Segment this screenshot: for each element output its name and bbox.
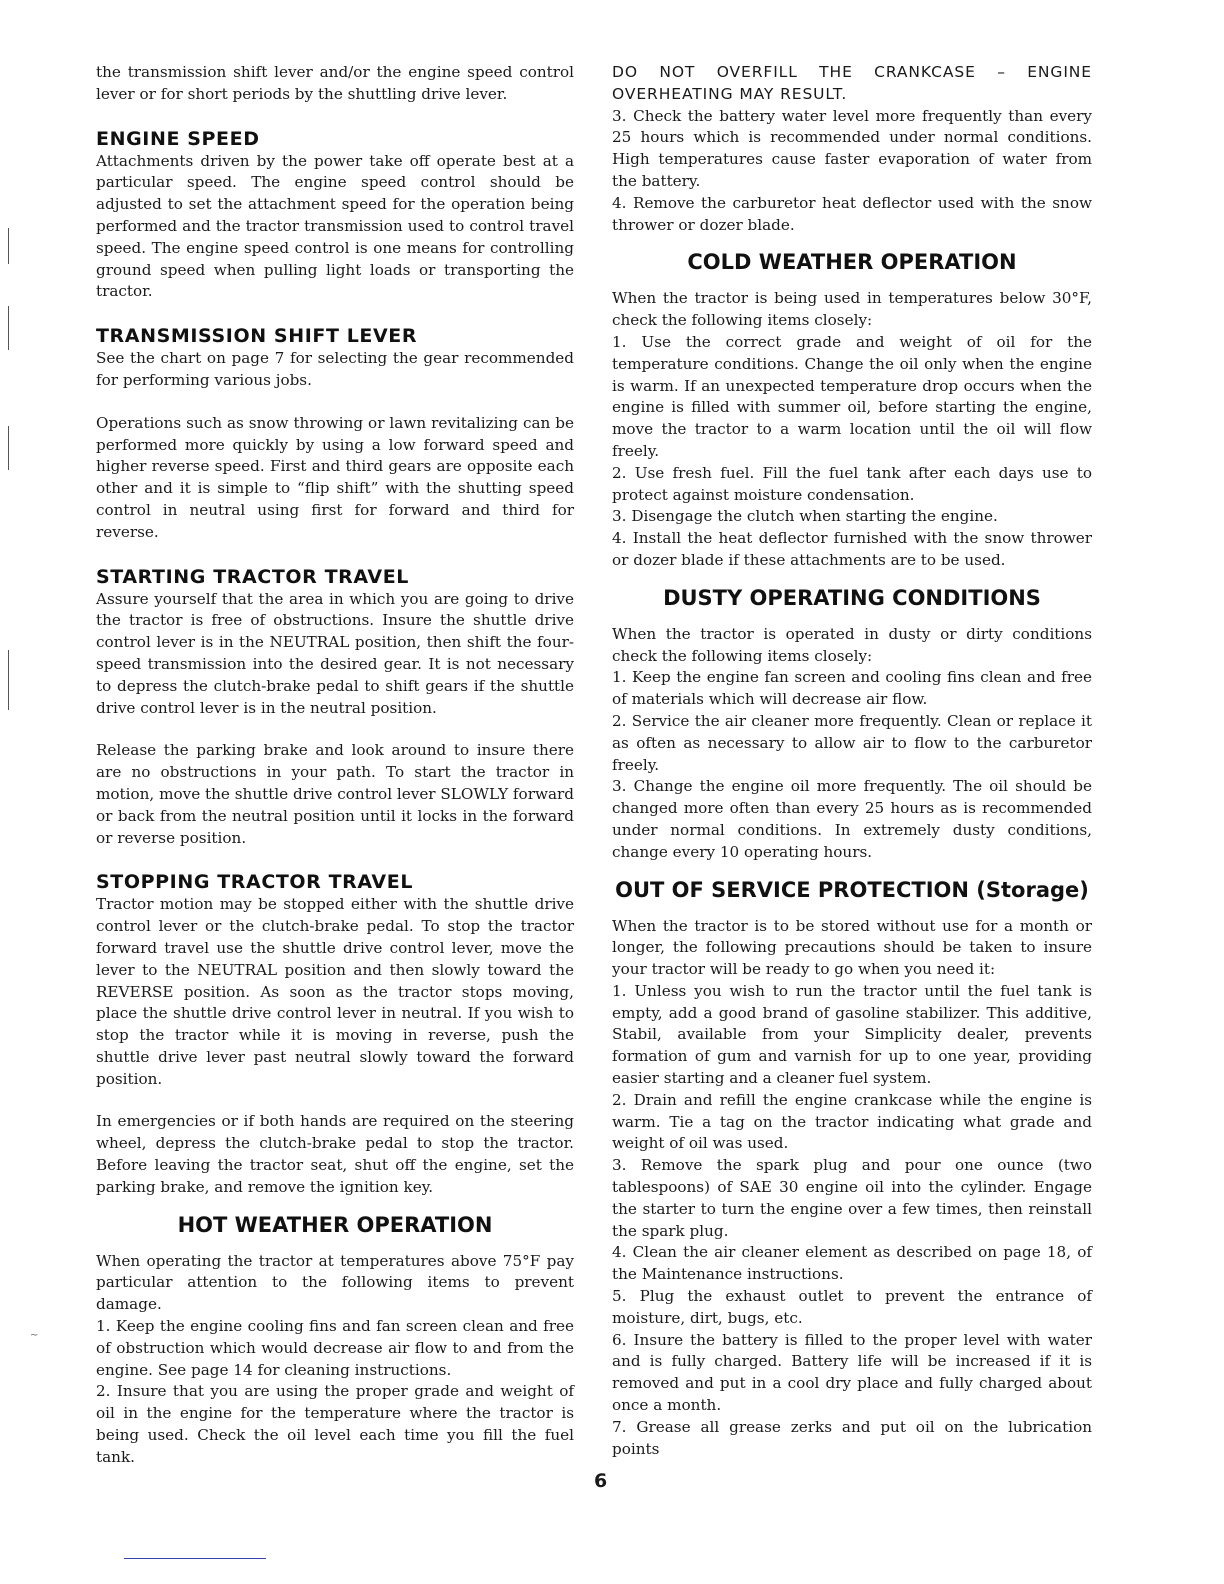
- storage-heading-suffix: (Storage): [976, 877, 1089, 902]
- cold-weather-item-1: 1. Use the correct grade and weight of oil for the temperature conditions. Change the oil only when the engine is warm. If an unexpected temperature drop occurs when the engine is filled with summer oil, before starting the engine, move the tractor to a warm location until the oil will flow freely.: [612, 332, 1092, 460]
- storage-item-2: 2. Drain and refill the engine crankcase while the engine is warm. Tie a tag on the tractor indicating what grade and weight of oil was used.: [612, 1090, 1092, 1153]
- intro-text: the transmission shift lever and/or the engine speed control lever or for short periods by the shuttling drive lever.: [96, 63, 574, 103]
- stopping-travel-text-1: Tractor motion may be stopped either with the shuttle drive control lever or the clutch-brake pedal. To stop the tractor forward travel use the shuttle drive control lever, move the lever to the NEUTRAL position and then slowly toward the REVERSE position. As soon as the tractor stops moving, place the shuttle drive control lever in neutral. If you wish to stop the tractor while it is moving in reverse, push the shuttle drive lever past neutral slowly toward the forward position.: [96, 895, 574, 1088]
- scan-mark: [8, 650, 9, 710]
- storage-intro: When the tractor is to be stored without use for a month or longer, the following precautions should be taken to insure your tractor will be ready to go when you need it:: [612, 916, 1092, 979]
- hot-weather-item-3: 3. Check the battery water level more frequently than every 25 hours which is recommended under normal conditions. High temperatures cause faster evaporation of water from the battery.: [612, 106, 1092, 190]
- scan-mark: [8, 228, 9, 264]
- starting-travel-heading: STARTING TRACTOR TRAVEL: [96, 565, 409, 588]
- engine-speed-heading: ENGINE SPEED: [96, 127, 260, 150]
- hot-weather-item-4: 4. Remove the carburetor heat deflector used with the snow thrower or dozer blade.: [612, 193, 1092, 234]
- hot-weather-heading: HOT WEATHER OPERATION: [177, 1212, 493, 1237]
- dusty-intro: When the tractor is operated in dusty or dirty conditions check the following items closely:: [612, 624, 1092, 665]
- storage-item-5: 5. Plug the exhaust outlet to prevent the entrance of moisture, dirt, bugs, etc.: [612, 1287, 1092, 1327]
- transmission-text-2: Operations such as snow throwing or lawn revitalizing can be performed more quickly by using a low forward speed and higher reverse speed. First and third gears are opposite each other and it is simple to “flip shift” with the shutting speed control in neutral using first for forward and third for reverse.: [96, 413, 574, 541]
- cold-weather-intro: When the tractor is being used in temperatures below 30°F, check the following items closely:: [612, 289, 1092, 330]
- scan-mark: [8, 306, 9, 350]
- cold-weather-item-3: 3. Disengage the clutch when starting the engine.: [612, 507, 998, 526]
- transmission-text-1: See the chart on page 7 for selecting the gear recommended for performing various jobs.: [96, 349, 574, 389]
- hot-weather-item-2: 2. Insure that you are using the proper grade and weight of oil in the engine for the temperature where the tractor is being used. Check the oil level each time you fill the fuel tank.: [96, 1382, 574, 1466]
- scan-speck: ~: [30, 1330, 39, 1341]
- starting-travel-text-1: Assure yourself that the area in which you are going to drive the tractor is free of obstructions. Insure the shuttle drive control lever is in the NEUTRAL position, then shift the four-speed transmission into the desired gear. It is not necessary to depress the clutch-brake pedal to shift gears if the shuttle drive control lever is in the neutral position.: [96, 589, 574, 717]
- engine-speed-text: Attachments driven by the power take off operate best at a particular speed. The engine speed control should be adjusted to set the attachment speed for the operation being performed and the tractor transmission used to control travel speed. The engine speed control is one means for controlling ground speed when pulling light loads or transporting the tractor.: [96, 151, 574, 301]
- cold-weather-item-4: 4. Install the heat deflector furnished with the snow thrower or dozer blade if these attachments are to be used.: [612, 529, 1092, 569]
- scan-mark: [8, 426, 9, 470]
- dusty-item-1: 1. Keep the engine fan screen and cooling fins clean and free of materials which will decrease air flow.: [612, 668, 1092, 709]
- dusty-item-2: 2. Service the air cleaner more frequently. Clean or replace it as often as necessary to allow air to flow to the carburetor freely.: [612, 711, 1092, 774]
- storage-item-4: 4. Clean the air cleaner element as described on page 18, of the Maintenance instructions.: [612, 1243, 1092, 1284]
- footer-rule: [124, 1558, 266, 1559]
- storage-heading: [612, 876, 1092, 904]
- dusty-item-3: 3. Change the engine oil more frequently. The oil should be changed more often than every 25 hours as is recommended under normal conditions. In extremely dusty conditions, change every 10 operating hours.: [612, 777, 1092, 861]
- crankcase-warning: DO NOT OVERFILL THE CRANKCASE – ENGINE OVERHEATING MAY RESULT.: [612, 63, 1092, 103]
- left-column: [96, 62, 574, 1469]
- storage-item-1: 1. Unless you wish to run the tractor until the fuel tank is empty, add a good brand of gasoline stabilizer. This additive, Stabil, available from your Simplicity dealer, prevents formation of gum and varnish for up to one year, providing easier starting and a cleaner fuel system.: [612, 981, 1092, 1088]
- stopping-travel-heading: STOPPING TRACTOR TRAVEL: [96, 871, 414, 894]
- stopping-travel-text-2: In emergencies or if both hands are required on the steering wheel, depress the clutch-brake pedal to stop the tractor. Before leaving the tractor seat, shut off the engine, set the parking brake, and remove the ignition key.: [96, 1112, 574, 1196]
- storage-item-3: 3. Remove the spark plug and pour one ounce (two tablespoons) of SAE 30 engine oil into the cylinder. Engage the starter to turn the engine over a few times, then reinstall the spark plug.: [612, 1156, 1092, 1240]
- page-number: 6: [594, 1470, 608, 1492]
- transmission-heading: TRANSMISSION SHIFT LEVER: [96, 325, 418, 348]
- cold-weather-heading: COLD WEATHER OPERATION: [687, 250, 1017, 275]
- storage-item-6: 6. Insure the battery is filled to the proper level with water and is fully charged. Battery life will be increased if it is removed and put in a cool dry place and fully charged about once a month.: [612, 1330, 1092, 1415]
- storage-item-7: 7. Grease all grease zerks and put oil on the lubrication points: [612, 1417, 1092, 1458]
- dusty-conditions-heading: DUSTY OPERATING CONDITIONS: [663, 585, 1041, 610]
- hot-weather-item-1: 1. Keep the engine cooling fins and fan screen clean and free of obstruction which would decrease air flow to and from the engine. See page 14 for cleaning instructions.: [96, 1317, 574, 1379]
- storage-heading-main: OUT OF SERVICE PROTECTION: [615, 877, 969, 902]
- starting-travel-text-2: Release the parking brake and look around to insure there are no obstructions in your path. To start the tractor in motion, move the shuttle drive control lever SLOWLY forward or back from the neutral position until it locks in the forward or reverse position.: [96, 741, 574, 847]
- hot-weather-intro: When operating the tractor at temperatures above 75°F pay particular attention to the following items to prevent damage.: [96, 1251, 574, 1314]
- cold-weather-item-2: 2. Use fresh fuel. Fill the fuel tank after each days use to protect against moisture condensation.: [612, 463, 1092, 504]
- right-column: [612, 62, 1092, 1460]
